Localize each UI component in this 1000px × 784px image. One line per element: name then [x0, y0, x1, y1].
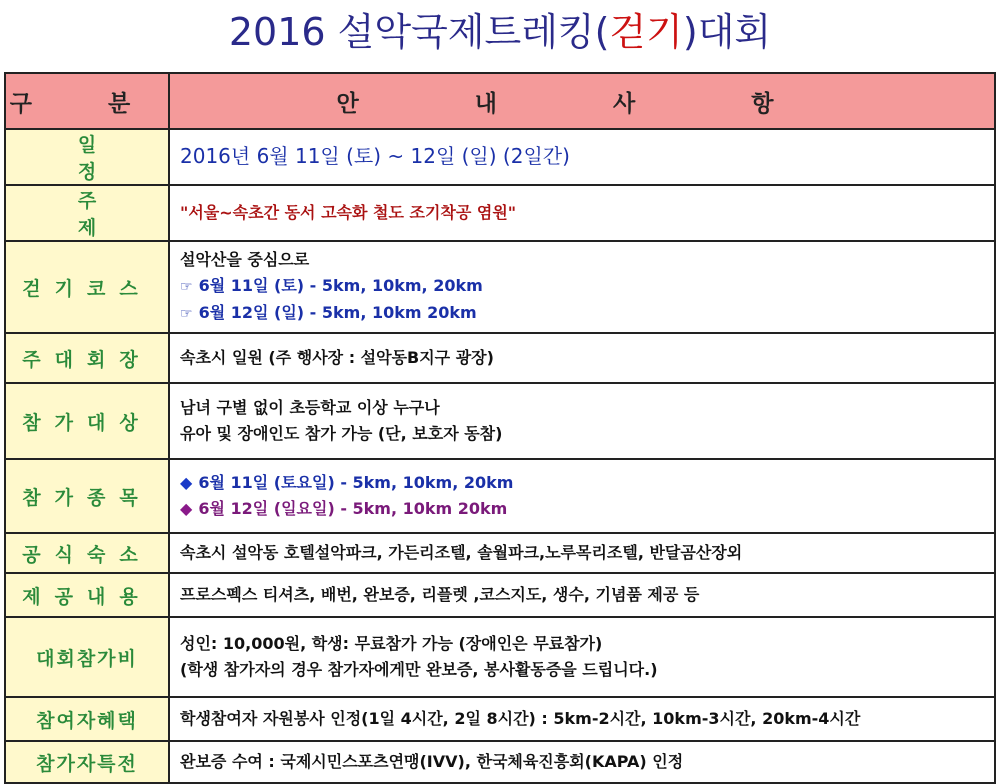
venue-text: 속초시 일원 (주 행사장 : 설악동B지구 광장) [169, 333, 995, 383]
diamond-icon: ◆ [180, 499, 193, 518]
table-row [5, 459, 995, 533]
table-row [5, 383, 995, 459]
diamond-icon: ◆ [180, 473, 193, 492]
header-info: 안 내 사 항 [169, 73, 995, 129]
event-day1: 6월 11일 (토요일) - 5km, 10km, 20km [198, 473, 514, 492]
eligibility-line2: 유아 및 장애인도 참가 가능 (단, 보호자 동참) [180, 424, 503, 443]
row-label-fee: 대회참가비 [5, 617, 169, 697]
info-table [4, 72, 996, 784]
course-day2: 6월 12일 (일) - 5km, 10km 20km [198, 303, 477, 322]
title-suffix: )대회 [682, 10, 772, 54]
table-row [5, 741, 995, 783]
table-row [5, 185, 995, 241]
table-row [5, 617, 995, 697]
event-day2: 6월 12일 (일요일) - 5km, 10km 20km [198, 499, 508, 518]
title-highlight: 걷기 [609, 10, 683, 54]
header-category: 구 분 [5, 73, 169, 129]
table-row [5, 533, 995, 573]
privileges-text: 완보증 수여 : 국제시민스포츠연맹(IVV), 한국체육진흥회(KAPA) 인정 [169, 741, 995, 783]
fee-line1: 성인: 10,000원, 학생: 무료참가 가능 (장애인은 무료참가) [180, 634, 603, 653]
provided-text: 프로스펙스 티셔츠, 배번, 완보증, 리플렛 ,코스지도, 생수, 기념품 제공 등 [169, 573, 995, 617]
row-label-benefits: 참여자혜택 [5, 697, 169, 741]
title-prefix: 2016 설악국제트레킹( [228, 10, 610, 54]
row-label-course: 걷기코스 [5, 241, 169, 333]
theme-text: "서울~속초간 동서 고속화 철도 조기착공 염원" [169, 185, 995, 241]
pointing-hand-icon: ☞ [180, 306, 193, 322]
row-label-events: 참가종목 [5, 459, 169, 533]
benefits-text: 학생참여자 자원봉사 인정(1일 4시간, 2일 8시간) : 5km-2시간, 10km-3시간, 20km-4시간 [169, 697, 995, 741]
table-row [5, 129, 995, 185]
row-label-venue: 주대회장 [5, 333, 169, 383]
table-row [5, 573, 995, 617]
schedule-text: 2016년 6월 11일 (토) ~ 12일 (일) (2일간) [180, 144, 570, 168]
lodging-text: 속초시 설악동 호텔설악파크, 가든리조텔, 솔월파크,노루목리조텔, 반달곰산장외 [169, 533, 995, 573]
row-label-theme: 주 제 [5, 185, 169, 241]
fee-line2: (학생 참가자의 경우 참가자에게만 완보증, 봉사활동증을 드립니다.) [180, 660, 658, 679]
row-label-eligibility: 참가대상 [5, 383, 169, 459]
row-label-lodging: 공식숙소 [5, 533, 169, 573]
row-label-privileges: 참가자특전 [5, 741, 169, 783]
header-row [5, 73, 995, 129]
row-label-schedule: 일 정 [5, 129, 169, 185]
course-intro: 설악산을 중심으로 [180, 250, 310, 269]
course-day1: 6월 11일 (토) - 5km, 10km, 20km [198, 276, 483, 295]
table-row [5, 333, 995, 383]
pointing-hand-icon: ☞ [180, 279, 193, 295]
page-title [0, 4, 1000, 60]
table-row [5, 241, 995, 333]
eligibility-line1: 남녀 구별 없이 초등학교 이상 누구나 [180, 398, 440, 417]
table-row [5, 697, 995, 741]
row-label-provided: 제공내용 [5, 573, 169, 617]
